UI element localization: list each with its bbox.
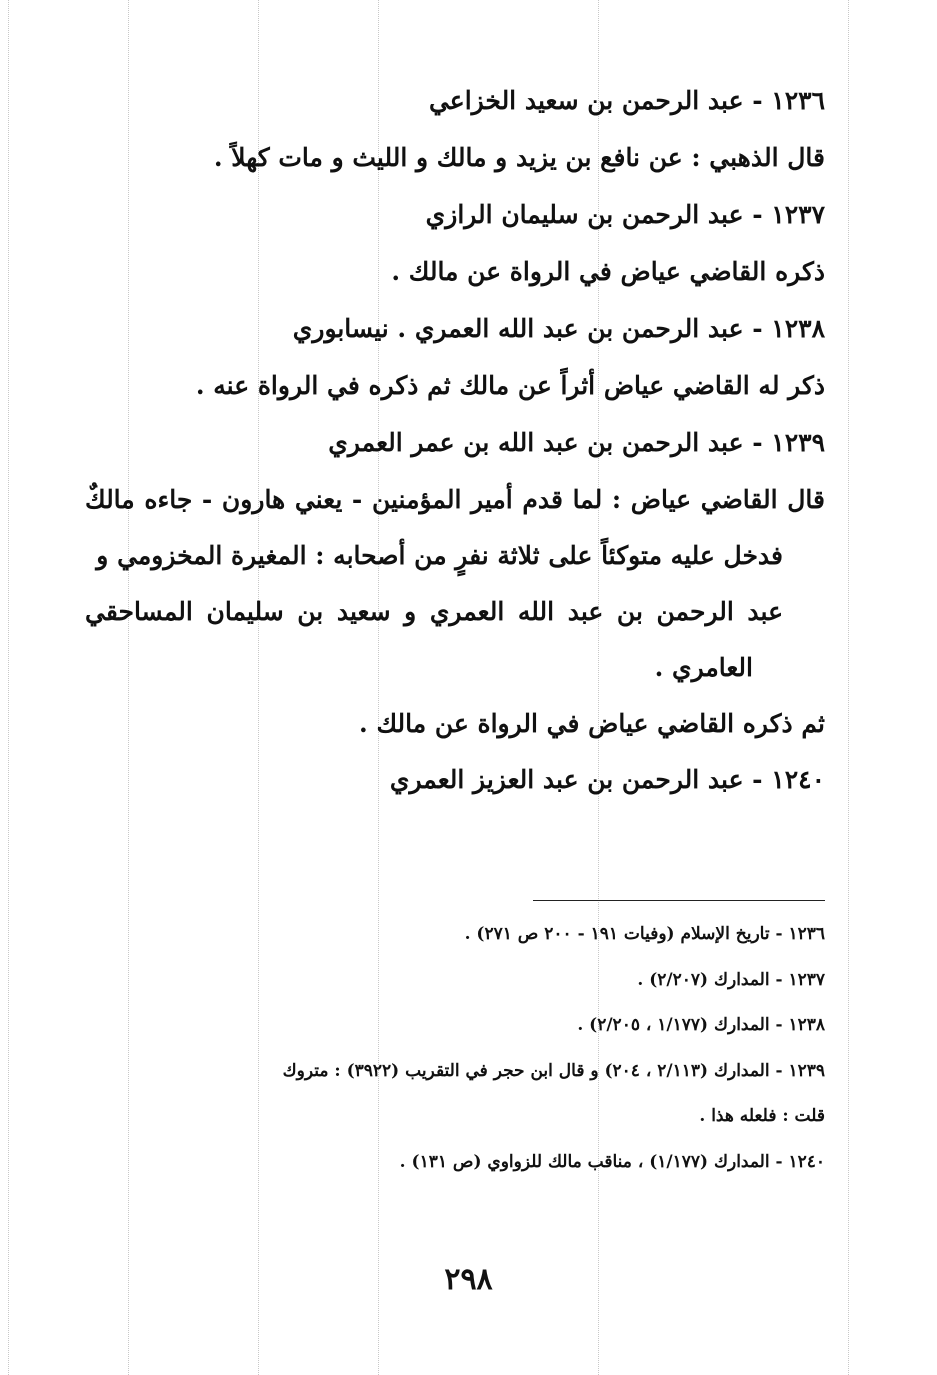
entry-text-1239-line-5: ثم ذكره القاضي عياض في الرواة عن مالك . xyxy=(359,709,825,738)
scan-guide-line xyxy=(848,0,849,1375)
page-number: ٢٩٨ xyxy=(444,1262,493,1297)
footnote-1238: ١٢٣٨ - المدارك (١/١٧٧ ، ٢/٢٠٥) . xyxy=(577,1015,825,1035)
entry-heading-1239: ١٢٣٩ - عبد الرحمن بن عبد الله بن عمر العمري xyxy=(328,428,825,457)
entry-heading-1237: ١٢٣٧ - عبد الرحمن بن سليمان الرازي xyxy=(425,200,825,229)
entry-text-1239-line-1: قال القاضي عياض : لما قدم أمير المؤمنين - يعني هارون - جاءه مالكٌ xyxy=(85,485,825,514)
entry-text-1239-line-3: عبد الرحمن بن عبد الله العمري و سعيد بن سليمان المساحقي xyxy=(85,597,783,626)
footnote-1239-continued: قلت : فلعله هذا . xyxy=(699,1106,825,1126)
footnotes xyxy=(85,912,825,1185)
footnote-1239: ١٢٣٩ - المدارك (٢/١١٣ ، ٢٠٤) و قال ابن حجر في التقريب (٣٩٢٢) : متروك xyxy=(282,1060,825,1081)
footnote-1240: ١٢٤٠ - المدارك (١/١٧٧) ، مناقب مالك للزواوي (ص ١٣١) . xyxy=(399,1151,825,1172)
footnote-separator xyxy=(533,900,825,901)
entry-text-1239-line-4: العامري . xyxy=(654,653,753,682)
entry-text-1239-line-2: فدخل عليه متوكئاً على ثلاثة نفرٍ من أصحابه : المغيرة المخزومي و xyxy=(96,541,783,570)
entry-heading-1238: ١٢٣٨ - عبد الرحمن بن عبد الله العمري . نيسابوري xyxy=(292,314,825,343)
main-text xyxy=(85,72,825,808)
entry-text-1236: قال الذهبي : عن نافع بن يزيد و مالك و الليث و مات كهلاً . xyxy=(213,143,825,172)
scan-guide-line xyxy=(8,0,9,1375)
entry-heading-1240: ١٢٤٠ - عبد الرحمن بن عبد العزيز العمري xyxy=(389,765,825,794)
entry-heading-1236: ١٢٣٦ - عبد الرحمن بن سعيد الخزاعي xyxy=(428,86,825,115)
footnote-1236: ١٢٣٦ - تاريخ الإسلام (وفيات ١٩١ - ٢٠٠ ص ٢٧١) . xyxy=(464,924,825,944)
entry-text-1238: ذكر له القاضي عياض أثراً عن مالك ثم ذكره في الرواة عنه . xyxy=(195,371,825,400)
entry-text-1237: ذكره القاضي عياض في الرواة عن مالك . xyxy=(391,257,825,286)
footnote-1237: ١٢٣٧ - المدارك (٢/٢٠٧) . xyxy=(637,969,825,990)
